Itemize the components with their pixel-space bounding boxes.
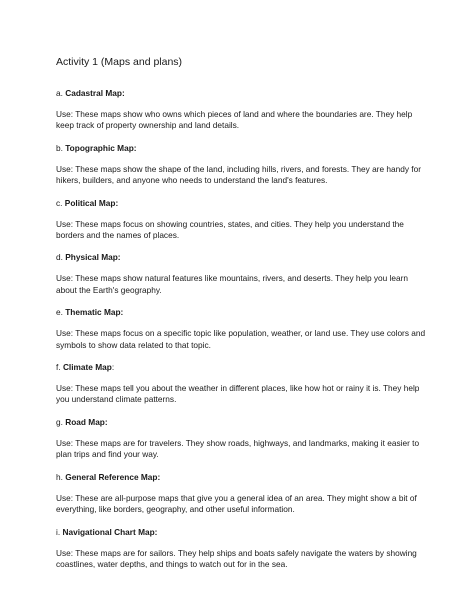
section-letter: b. — [56, 142, 63, 153]
section-climate-map — [56, 362, 426, 406]
section-letter: e. — [56, 307, 63, 318]
section-heading — [56, 88, 426, 99]
document-title: Activity 1 (Maps and plans) — [56, 56, 183, 68]
section-name: General Reference Map: — [65, 471, 161, 482]
section-description: Use: These maps focus on showing countries, states, and cities. They help you understand the borders and the names of places. — [56, 218, 404, 241]
section-description: Use: These maps focus on a specific topic like population, weather, or land use. They use colors and symbols to show data related to that topic. — [56, 328, 426, 350]
section-heading — [56, 307, 426, 318]
section-name: Navigational Chart Map: — [62, 526, 158, 537]
section-letter: a. — [56, 88, 63, 98]
section-suffix: : — [111, 362, 115, 373]
section-name: Thematic Map: — [65, 307, 124, 318]
section-letter: f. — [56, 362, 61, 373]
section-letter: g. — [56, 416, 63, 427]
section-description: Use: These maps tell you about the weather in different places, like how hot or rainy it is. They help you understand climate patterns. — [56, 383, 420, 405]
section-letter: d. — [56, 252, 63, 263]
section-letter: c. — [56, 197, 63, 208]
section-name: Topographic Map: — [65, 142, 137, 153]
section-political-map — [56, 198, 426, 242]
section-description: Use: These are all-purpose maps that give you a general idea of an area. They might show a bit of everything, like borders, geography, and other useful information. — [56, 492, 417, 515]
section-topographic-map — [56, 143, 426, 187]
section-name: Climate Map — [62, 362, 112, 373]
section-name: Political Map: — [64, 197, 119, 208]
section-heading — [56, 143, 426, 154]
section-description: Use: These maps show who owns which pieces of land and where the boundaries are. They help keep track of property ownership and land details. — [56, 109, 413, 131]
section-navigational-chart-map — [56, 527, 426, 571]
document-page — [56, 56, 426, 581]
section-heading — [56, 417, 426, 428]
section-heading — [56, 362, 426, 373]
section-heading — [56, 527, 426, 538]
section-name: Physical Map: — [65, 252, 121, 263]
section-description: Use: These maps are for sailors. They help ships and boats safely navigate the waters by showing coastlines, water depths, and things to watch out for in the sea. — [56, 547, 417, 569]
section-name: Road Map: — [65, 416, 108, 427]
section-thematic-map — [56, 307, 426, 351]
section-letter: h. — [56, 471, 63, 482]
section-letter: i. — [56, 526, 61, 537]
section-description: Use: These maps show the shape of the land, including hills, rivers, and forests. They are handy for hikers, builders, and anyone who needs to understand the land's features. — [56, 163, 421, 186]
section-name: Cadastral Map: — [65, 88, 125, 98]
section-heading — [56, 198, 426, 209]
section-description: Use: These maps show natural features like mountains, rivers, and deserts. They help you learn about the Earth's geography. — [56, 273, 409, 295]
section-heading — [56, 252, 426, 263]
section-heading — [56, 472, 426, 483]
section-general-reference-map — [56, 472, 426, 516]
section-description: Use: These maps are for travelers. They show roads, highways, and landmarks, making it easier to plan trips and find your way. — [56, 437, 420, 460]
section-road-map — [56, 417, 426, 461]
section-physical-map — [56, 252, 426, 296]
section-cadastral-map — [56, 88, 426, 132]
